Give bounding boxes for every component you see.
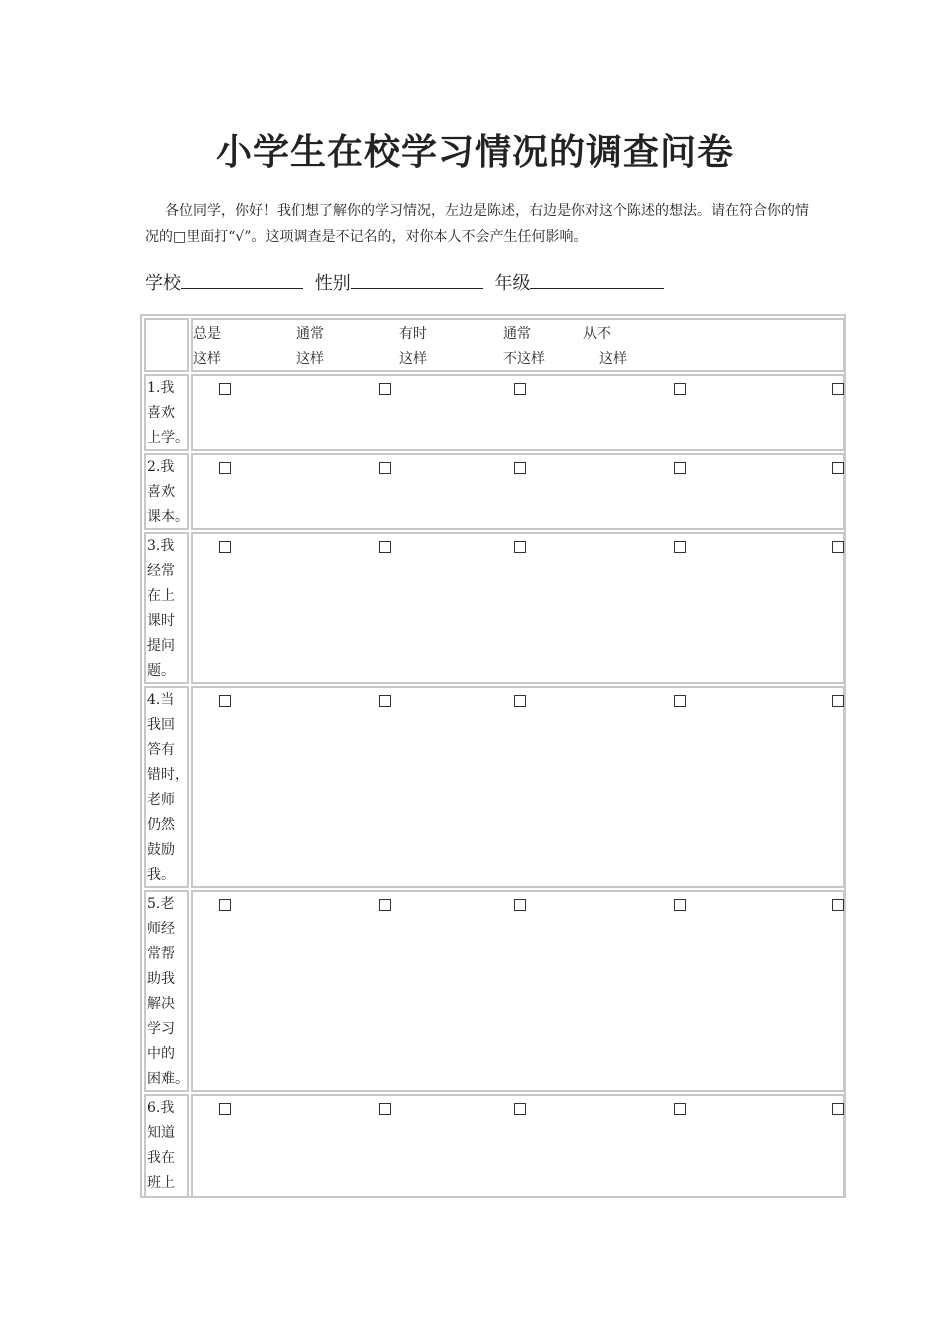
question-text-line: 在上 [147, 588, 175, 604]
question-cell [144, 686, 189, 888]
header-option-line: 这样 [193, 351, 221, 367]
question-text-line: 我。 [147, 867, 175, 883]
answer-checkbox[interactable] [831, 380, 845, 394]
answer-checkbox[interactable] [673, 1100, 687, 1114]
question-text-line: 6.我 [147, 1100, 175, 1116]
page-title: 小学生在校学习情况的调查问卷 [215, 131, 734, 173]
answer-checkbox[interactable] [378, 538, 392, 552]
respondent-info [145, 266, 670, 299]
header-option-line: 这样 [599, 351, 627, 367]
question-text-line: 喜欢 [147, 405, 175, 421]
question-text-line: 仍然 [147, 817, 175, 833]
question-text-line: 提问 [147, 638, 175, 654]
options-cell [191, 686, 845, 888]
question-text-line: 上学。 [147, 430, 189, 446]
answer-checkbox[interactable] [218, 1100, 232, 1114]
header-options-cell [191, 318, 845, 372]
intro-paragraph: 各位同学，你好！我们想了解你的学习情况，左边是陈述，右边是你对这个陈述的想法。请在符合你的情况的□里面打“√”。这项调查是不记名的，对你本人不会产生任何影响。 [145, 203, 809, 245]
question-cell [144, 374, 189, 451]
answer-checkbox[interactable] [513, 1100, 527, 1114]
options-cell [191, 374, 845, 451]
answer-checkbox[interactable] [513, 692, 527, 706]
question-cell [144, 890, 189, 1092]
grade-label: 年级 [494, 273, 531, 294]
question-text-line: 学习 [147, 1021, 175, 1037]
header-option [399, 322, 427, 372]
question-text-line: 常帮 [147, 946, 175, 962]
answer-checkbox[interactable] [831, 459, 845, 473]
header-option-line: 通常 [503, 326, 531, 342]
answer-checkbox[interactable] [673, 896, 687, 910]
header-option [296, 322, 324, 372]
question-text-line: 喜欢 [147, 484, 175, 500]
gender-field[interactable] [351, 266, 483, 289]
answer-checkbox[interactable] [218, 896, 232, 910]
answer-checkbox[interactable] [378, 692, 392, 706]
answer-checkbox[interactable] [673, 459, 687, 473]
question-text-line: 困难。 [147, 1071, 189, 1087]
question-text-line: 解决 [147, 996, 175, 1012]
answer-checkbox[interactable] [673, 380, 687, 394]
answer-checkbox[interactable] [218, 692, 232, 706]
question-text-line: 我在 [147, 1150, 175, 1166]
header-option-line: 从不 [583, 326, 611, 342]
answer-checkbox[interactable] [218, 380, 232, 394]
answer-checkbox[interactable] [673, 692, 687, 706]
header-option-line: 总是 [193, 326, 221, 342]
question-text-line: 5.老 [147, 896, 175, 912]
options-cell [191, 1094, 845, 1198]
question-text-line: 鼓励 [147, 842, 175, 858]
header-option [583, 322, 627, 372]
options-cell [191, 890, 845, 1092]
answer-checkbox[interactable] [378, 459, 392, 473]
question-text-line: 师经 [147, 921, 175, 937]
question-text-line: 课时 [147, 613, 175, 629]
answer-checkbox[interactable] [513, 380, 527, 394]
header-option [503, 322, 545, 372]
question-text-line: 答有 [147, 742, 175, 758]
question-text-line: 中的 [147, 1046, 175, 1062]
question-cell [144, 532, 189, 684]
answer-checkbox[interactable] [831, 692, 845, 706]
question-text-line: 1.我 [147, 380, 175, 396]
question-cell [144, 1094, 189, 1198]
answer-checkbox[interactable] [218, 459, 232, 473]
school-label: 学校 [145, 273, 181, 294]
answer-checkbox[interactable] [673, 538, 687, 552]
header-option-line: 通常 [296, 326, 324, 342]
question-text-line: 经常 [147, 563, 175, 579]
question-text-line: 我回 [147, 717, 175, 733]
answer-checkbox[interactable] [831, 896, 845, 910]
question-text-line: 题。 [147, 663, 175, 679]
answer-checkbox[interactable] [513, 459, 527, 473]
question-text-line: 错时， [147, 767, 189, 783]
grade-field[interactable] [530, 266, 664, 289]
question-text-line: 助我 [147, 971, 175, 987]
answer-checkbox[interactable] [831, 1100, 845, 1114]
header-option-line: 不这样 [503, 351, 545, 367]
answer-checkbox[interactable] [378, 896, 392, 910]
answer-checkbox[interactable] [513, 896, 527, 910]
question-text-line: 知道 [147, 1125, 175, 1141]
question-text-line: 2.我 [147, 459, 175, 475]
question-text-line: 老师 [147, 792, 175, 808]
options-cell [191, 453, 845, 530]
answer-checkbox[interactable] [513, 538, 527, 552]
question-text-line: 3.我 [147, 538, 175, 554]
header-corner-cell [144, 318, 189, 372]
answer-checkbox[interactable] [378, 1100, 392, 1114]
answer-checkbox[interactable] [218, 538, 232, 552]
header-option-line: 这样 [296, 351, 324, 367]
question-cell [144, 453, 189, 530]
survey-table [140, 314, 846, 1198]
answer-checkbox[interactable] [831, 538, 845, 552]
question-text-line: 班上 [147, 1175, 175, 1191]
question-text-line: 4.当 [147, 692, 175, 708]
school-field[interactable] [181, 266, 303, 289]
header-option-line: 有时 [399, 326, 427, 342]
header-option-line: 这样 [399, 351, 427, 367]
answer-checkbox[interactable] [378, 380, 392, 394]
header-option [193, 322, 221, 372]
question-text-line: 课本。 [147, 509, 189, 525]
gender-label: 性别 [314, 273, 351, 294]
options-cell [191, 532, 845, 684]
